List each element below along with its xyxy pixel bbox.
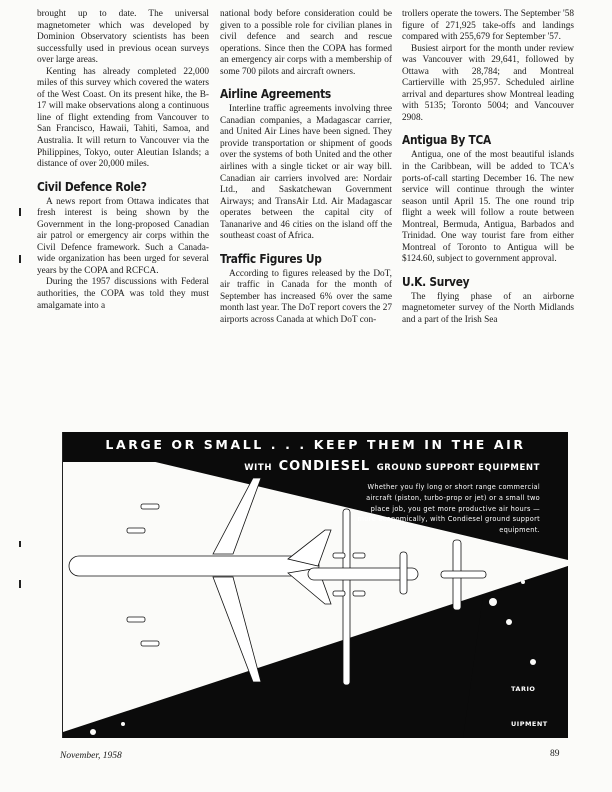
ad-artwork (63, 432, 568, 738)
ad-subheadline (244, 459, 540, 474)
ad-body-copy: Whether you fly long or short range commercial aircraft (piston, turbo-prop or jet) or a small two place job, you get more productive air hours — more economically, with Condiesel ground support equipment. (357, 483, 540, 535)
paragraph: national body before consideration could be given to a possible role for civilian planes in civil defence and search and rescue operations. Since then the COPA has formed an emergency air corps with a membership of some 700 pilots and aircraft owners. (220, 9, 392, 77)
section-heading: Airline Agreements (220, 86, 332, 102)
paragraph: Interline traffic agreements involving three Canadian companies, a Madagascar carrier, and United Air Lines have been signed. They provide transportation or shipment of goods over the systems of both United and the other airlines with a single ticket or air way bill. Canadian air carriers involved are: Nordair Ltd., and Saskatchewan Government Airways; and TransAir Ltd. Air Madagascar operates between the capital city of Tananarive and 46 cities on the island off the southeast coast of Africa. (220, 104, 392, 242)
jet-airliner-illustration (69, 478, 331, 682)
ad-fragment: UIPMENT (511, 720, 548, 728)
binding-mark (19, 541, 21, 547)
ad-speckle-region (463, 566, 568, 738)
paragraph: brought up to date. The universal magnetometer which was developed by Dominion Observatory scientists has been successfully used in previous ocean surveys over large areas. (37, 9, 209, 66)
paragraph: The flying phase of an airborne magnetometer survey of the North Midlands and a part of the Irish Sea (402, 291, 574, 326)
paragraph: trollers operate the towers. The September '58 figure of 271,925 take-offs and landings compared with 255,679 for September '57. (402, 9, 574, 43)
paragraph: A news report from Ottawa indicates that fresh interest is being shown by the Government in the long-proposed Canadian air patrol or emergency air corps within the Civil Defence framework. Such a Canada-wide organization has been urged for several years by the COPA and RCFCA. (37, 196, 209, 276)
section-heading: Civil Defence Role? (37, 178, 147, 194)
article-column-3 (402, 9, 574, 327)
section-heading: U.K. Survey (402, 273, 470, 289)
ad-headline: LARGE OR SMALL . . . KEEP THEM IN THE AIR (105, 437, 526, 452)
ad-brand-logo: CONDIESEL (278, 459, 371, 474)
section-heading: Traffic Figures Up (220, 250, 322, 266)
binding-mark (19, 208, 21, 216)
ad-tagline: GROUND SUPPORT EQUIPMENT (376, 463, 540, 473)
section-heading: Antigua By TCA (402, 132, 491, 148)
paragraph: During the 1957 discussions with Federal authorities, the COPA was told they must amalgamate into a (37, 277, 209, 311)
binding-mark (19, 255, 21, 263)
article-column-1 (37, 9, 209, 312)
condiesel-advertisement (62, 432, 568, 738)
article-column-2 (220, 9, 392, 327)
paragraph: Kenting has already completed 22,000 miles of this survey which covered the waters of the West Coast. On its present hike, the B-17 will make observations along a continuous line of flight extending from Vancouver to San Francisco, Hawaii, Tahiti, Samoa, and Australia. It will return to Vancouver via the Philippines, Tokyo, outer Aleutian Islands; a distance of over 20,000 miles. (37, 66, 209, 170)
paragraph: Antigua, one of the most beautiful islands in the Caribbean, will be added to TCA's ports-of-call starting December 16. The new service will continue through the winter season until April 15. The one round trip flight a week will follow a route between Montreal, Bermuda, Antigua, Barbados and Trinidad. One way tourist fare from either Montreal of Toronto to Antigua will be $124.60, subject to government approval. (402, 150, 574, 265)
ad-with: WITH (244, 463, 273, 473)
page-number: 89 (550, 749, 560, 759)
paragraph: Busiest airport for the month under review was Vancouver with 29,641, followed by Ottawa with 28,784; and Montreal Cartierville with 25,957. Scheduled airline arrival and departures show Montreal leading with 5135; Toronto 5004; and Vancouver 2908. (402, 43, 574, 123)
binding-mark (19, 580, 21, 588)
footer-date: November, 1958 (60, 751, 122, 761)
ad-fragment: TARIO (511, 685, 536, 693)
paragraph: According to figures released by the DoT, air traffic in Canada for the month of September has increased 6% over the same month last year. The DoT report covers the 27 airports across Canada at which DoT con- (220, 268, 392, 326)
